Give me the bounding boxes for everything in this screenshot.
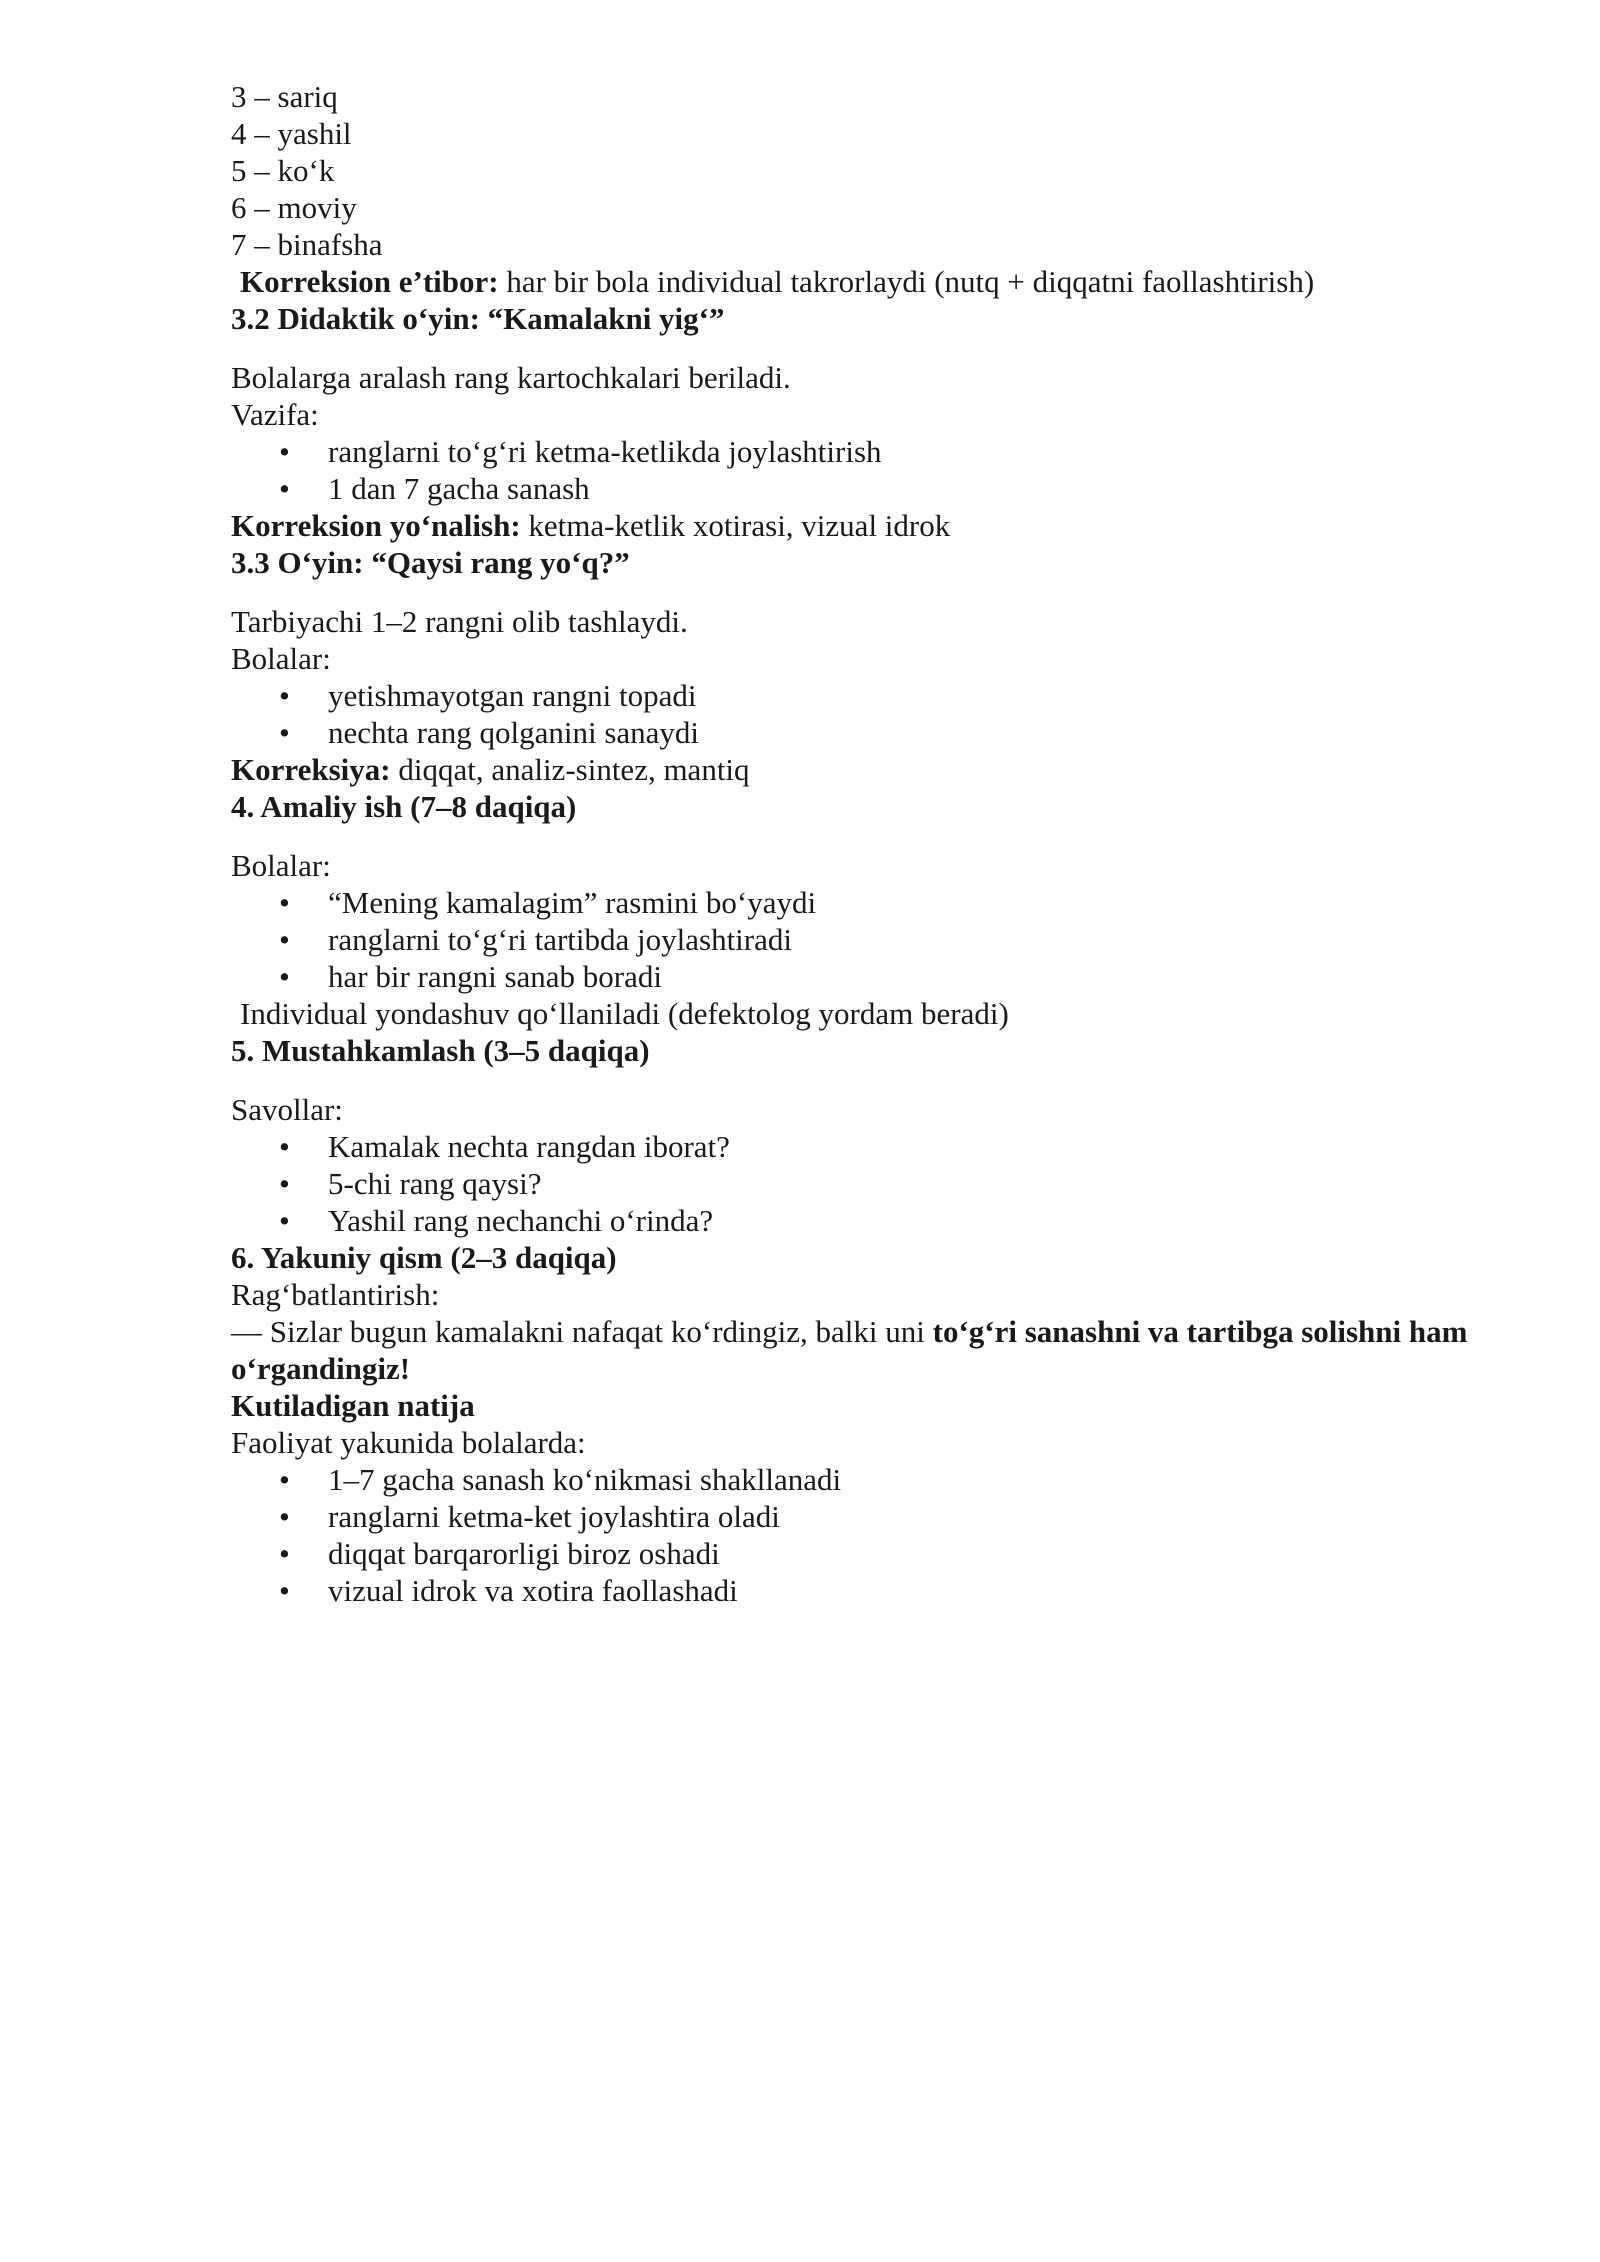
list-item: [231, 1165, 1481, 1202]
list-item: [231, 1572, 1481, 1609]
bullet-icon: •: [279, 1499, 290, 1534]
list-item: [231, 470, 1481, 507]
correction-attention: [231, 263, 1481, 300]
list-item-text: nechta rang qolganini sanaydi: [328, 715, 700, 750]
section-3-3-heading: 3.3 O‘yin: “Qaysi rang yo‘q?”: [231, 545, 630, 580]
section-3-2-correction: [231, 507, 1481, 544]
list-item-text: 1–7 gacha sanash ko‘nikmasi shakllanadi: [328, 1462, 842, 1497]
list-item-text: har bir rangni sanab boradi: [328, 959, 662, 994]
correction-attention-text: har bir bola individual takrorlaydi (nutq + diqqatni faollashtirish): [498, 264, 1315, 299]
list-item-text: Kamalak nechta rangdan iborat?: [328, 1129, 730, 1164]
result-intro: Faoliyat yakunida bolalarda:: [231, 1425, 586, 1460]
bullet-icon: •: [279, 959, 290, 994]
bullet-icon: •: [279, 1166, 290, 1201]
bullet-icon: •: [279, 1536, 290, 1571]
bullet-icon: •: [279, 885, 290, 920]
list-item-text: diqqat barqarorligi biroz oshadi: [328, 1536, 720, 1571]
section-6-text-bold: to‘g‘ri sanashni va tartibga solishni ham o‘rgandingiz!: [231, 1314, 1468, 1386]
section-3-2-heading: 3.2 Didaktik o‘yin: “Kamalakni yig‘”: [231, 301, 725, 336]
list-item-text: 1 dan 7 gacha sanash: [328, 471, 590, 506]
section-4-note: Individual yondashuv qo‘llaniladi (defektolog yordam beradi): [240, 996, 1009, 1031]
color-item: 5 – ko‘k: [231, 153, 335, 188]
list-item: [231, 714, 1481, 751]
section-5-list: [231, 1128, 1481, 1239]
section-5-task-label: Savollar:: [231, 1092, 343, 1127]
bullet-icon: •: [279, 678, 290, 713]
section-6-text: [231, 1313, 1481, 1387]
list-item-text: yetishmayotgan rangni topadi: [328, 678, 697, 713]
section-3-3-list: [231, 677, 1481, 751]
section-5-heading: 5. Mustahkamlash (3–5 daqiqa): [231, 1033, 650, 1068]
section-6-heading: 6. Yakuniy qism (2–3 daqiqa): [231, 1240, 617, 1275]
bullet-icon: •: [279, 1129, 290, 1164]
document-page: [231, 78, 1481, 1609]
color-list: [231, 78, 1481, 263]
section-3-2-intro: Bolalarga aralash rang kartochkalari beriladi.: [231, 360, 791, 395]
list-item-text: Yashil rang nechanchi o‘rinda?: [328, 1203, 714, 1238]
list-item-text: ranglarni to‘g‘ri ketma-ketlikda joylashtirish: [328, 434, 882, 469]
list-item-text: vizual idrok va xotira faollashadi: [328, 1573, 738, 1608]
list-item: [231, 433, 1481, 470]
section-3-2-list: [231, 433, 1481, 507]
list-item-text: 5-chi rang qaysi?: [328, 1166, 542, 1201]
list-item-text: ranglarni ketma-ket joylashtira oladi: [328, 1499, 780, 1534]
color-item: 7 – binafsha: [231, 227, 383, 262]
color-item: 4 – yashil: [231, 116, 352, 151]
list-item: [231, 1498, 1481, 1535]
list-item-text: ranglarni to‘g‘ri tartibda joylashtiradi: [328, 922, 792, 957]
section-3-3-task-label: Bolalar:: [231, 641, 331, 676]
section-3-2-correction-text: ketma-ketlik xotirasi, vizual idrok: [520, 508, 951, 543]
section-4-task-label: Bolalar:: [231, 848, 331, 883]
list-item: [231, 1535, 1481, 1572]
result-heading: Kutiladigan natija: [231, 1388, 475, 1423]
list-item: [231, 1202, 1481, 1239]
section-3-3-correction-text: diqqat, analiz-sintez, mantiq: [390, 752, 750, 787]
bullet-icon: •: [279, 471, 290, 506]
list-item-text: “Mening kamalagim” rasmini bo‘yaydi: [328, 885, 817, 920]
bullet-icon: •: [279, 434, 290, 469]
section-3-3-intro: Tarbiyachi 1–2 rangni olib tashlaydi.: [231, 604, 688, 639]
bullet-icon: •: [279, 1573, 290, 1608]
section-4-list: [231, 884, 1481, 995]
result-list: [231, 1461, 1481, 1609]
color-item: 3 – sariq: [231, 79, 338, 114]
list-item: [231, 958, 1481, 995]
list-item: [231, 884, 1481, 921]
list-item: [231, 1461, 1481, 1498]
color-item: 6 – moviy: [231, 190, 357, 225]
list-item: [231, 1128, 1481, 1165]
section-4-heading: 4. Amaliy ish (7–8 daqiqa): [231, 789, 577, 824]
bullet-icon: •: [279, 1462, 290, 1497]
section-3-2-task-label: Vazifa:: [231, 397, 319, 432]
list-item: [231, 921, 1481, 958]
section-6-label: Rag‘batlantirish:: [231, 1277, 440, 1312]
bullet-icon: •: [279, 1203, 290, 1238]
section-3-2-correction-label: Korreksion yo‘nalish:: [231, 508, 521, 543]
bullet-icon: •: [279, 715, 290, 750]
correction-attention-label: Korreksion e’tibor:: [240, 264, 499, 299]
section-3-3-correction-label: Korreksiya:: [231, 752, 391, 787]
bullet-icon: •: [279, 922, 290, 957]
list-item: [231, 677, 1481, 714]
section-3-3-correction: [231, 751, 1481, 788]
section-6-text-plain: — Sizlar bugun kamalakni nafaqat ko‘rdingiz, balki uni: [231, 1314, 933, 1349]
